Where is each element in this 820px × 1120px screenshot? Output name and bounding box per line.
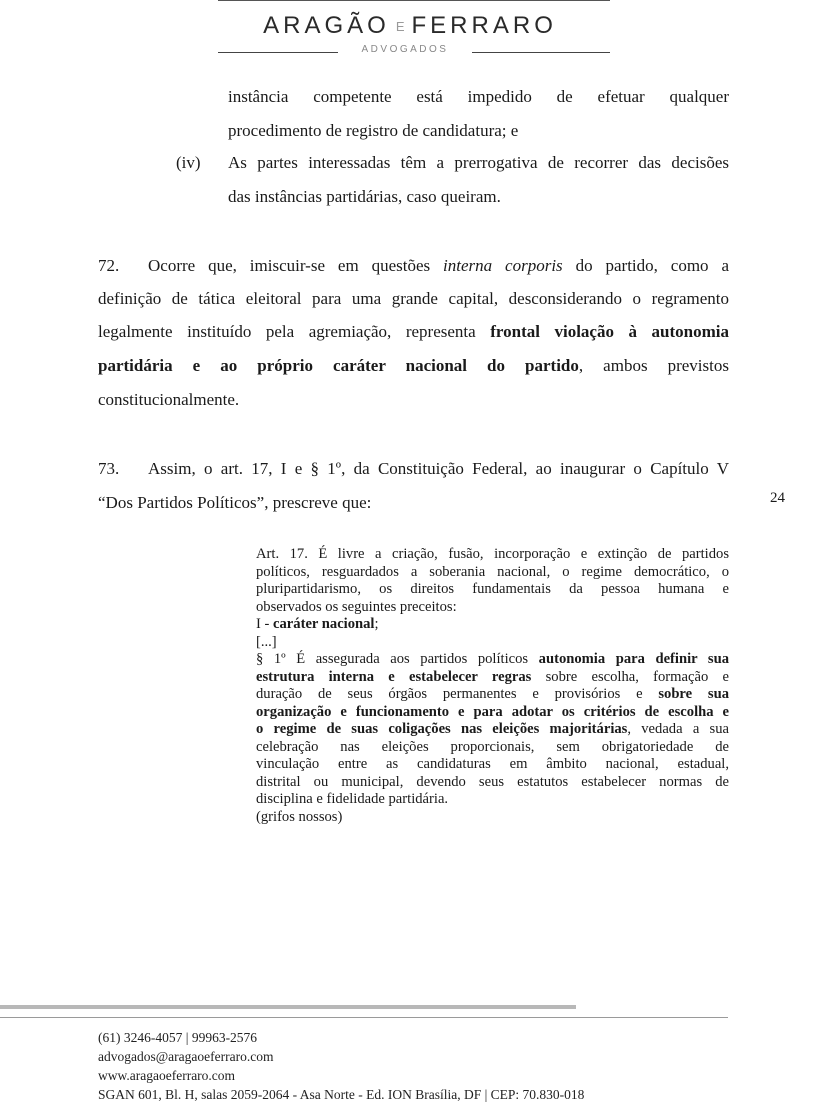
para-72-line3 (98, 315, 729, 349)
quote-line: Art. 17. É livre a criação, fusão, incorporação e extinção de partidos (256, 546, 729, 562)
firm-name-left: ARAGÃO (263, 12, 390, 39)
page-number: 24 (770, 490, 785, 506)
para-72-italic: interna corporis (443, 256, 563, 275)
quote-text: sobre escolha, formação e (531, 668, 729, 685)
logo-rule-left (218, 52, 338, 53)
quote-text: § 1º É assegurada aos partidos políticos (256, 651, 539, 667)
footer-contact (98, 1028, 584, 1104)
logo-rule-right (472, 52, 610, 53)
firm-logo (0, 12, 820, 40)
item-iv-marker: (iv) (176, 153, 201, 172)
quote-bold: o regime de suas coligações nas eleições majoritárias (256, 721, 628, 737)
item-iii-line1: instância competente está impedido de efetuar qualquer (228, 87, 729, 106)
quote-line: celebração nas eleições proporcionais, sem obrigatoriedade de (256, 738, 729, 755)
para-72-number: 72. (98, 256, 120, 275)
quote-bold: autonomia para definir sua (538, 651, 729, 667)
item-iv-line2: das instâncias partidárias, caso queiram. (228, 187, 501, 206)
quote-text: , vedada a sua (627, 721, 729, 737)
header-top-rule (218, 0, 610, 1)
para-73-line1 (98, 452, 729, 486)
para-72-text: , ambos previstos (578, 356, 729, 375)
quote-line: (grifos nossos) (256, 808, 343, 825)
footer-phone: (61) 3246-4057 | 99963-2576 (98, 1030, 258, 1045)
para-72-line2: definição de tática eleitoral para uma grande capital, desconsiderando o regramento (98, 289, 729, 308)
para-72-bold: partidária e ao próprio caráter nacional do partido (98, 356, 579, 375)
quote-line (256, 669, 729, 687)
quote-line (256, 704, 729, 722)
item-iv-line1: As partes interessadas têm a prerrogativa de recorrer das decisões (228, 153, 729, 172)
quote-text: duração de seus órgãos permanentes e provisórios e (256, 686, 659, 702)
footer-rule (0, 1017, 728, 1018)
para-73-number: 73. (98, 459, 120, 478)
firm-name-amp: E (395, 19, 406, 35)
quote-line: [...] (256, 633, 277, 650)
constitution-quote (256, 546, 729, 826)
quote-text: I - (256, 616, 274, 632)
footer-email: advogados@aragaoeferraro.com (98, 1049, 274, 1064)
item-iii-line2: procedimento de registro de candidatura; e (228, 121, 519, 140)
quote-bold: organização e funcionamento e para adotar os critérios de escolha e (256, 703, 729, 720)
quote-line: distrital ou municipal, devendo seus estatutos estabelecer normas de (256, 773, 729, 790)
quote-line: disciplina e fidelidade partidária. (256, 791, 449, 807)
para-72-bold: frontal violação à autonomia (490, 322, 730, 341)
para-72-line4 (98, 349, 729, 383)
quote-line: políticos, resguardados a soberania nacional, o regime democrático, o (256, 563, 729, 580)
firm-name-right: FERRARO (411, 12, 557, 39)
quote-text: ; (374, 616, 379, 632)
para-73-line2: “Dos Partidos Políticos”, prescreve que: (98, 493, 372, 512)
footer-rule (0, 1005, 576, 1009)
quote-line (256, 686, 729, 704)
quote-bold: estrutura interna e estabelecer regras (256, 668, 532, 685)
quote-line: observados os seguintes preceitos: (256, 598, 457, 615)
para-72-text: Ocorre que, imiscuir-se em questões (148, 256, 444, 275)
quote-bold: sobre sua (658, 686, 729, 702)
footer-website: www.aragaoeferraro.com (98, 1068, 236, 1083)
quote-line (256, 651, 729, 669)
quote-bold: caráter nacional (273, 616, 375, 632)
quote-line: pluripartidarismo, os direitos fundamentais da pessoa humana e (256, 581, 729, 597)
para-72-text: legalmente instituído pela agremiação, representa (98, 322, 491, 341)
quote-line (256, 616, 729, 634)
para-72-line5: constitucionalmente. (98, 390, 240, 409)
quote-line (256, 721, 729, 739)
quote-line: vinculação entre as candidaturas em âmbito nacional, estadual, (256, 756, 729, 772)
para-72-text: do partido, como a (562, 256, 730, 275)
para-73-text: Assim, o art. 17, I e § 1º, da Constituição Federal, ao inaugurar o Capítulo V (148, 459, 729, 478)
firm-subtitle: ADVOGADOS (361, 44, 449, 55)
para-72-line1 (98, 249, 729, 283)
footer-address: SGAN 601, Bl. H, salas 2059-2064 - Asa Norte - Ed. ION Brasília, DF | CEP: 70.830-018 (98, 1087, 585, 1102)
